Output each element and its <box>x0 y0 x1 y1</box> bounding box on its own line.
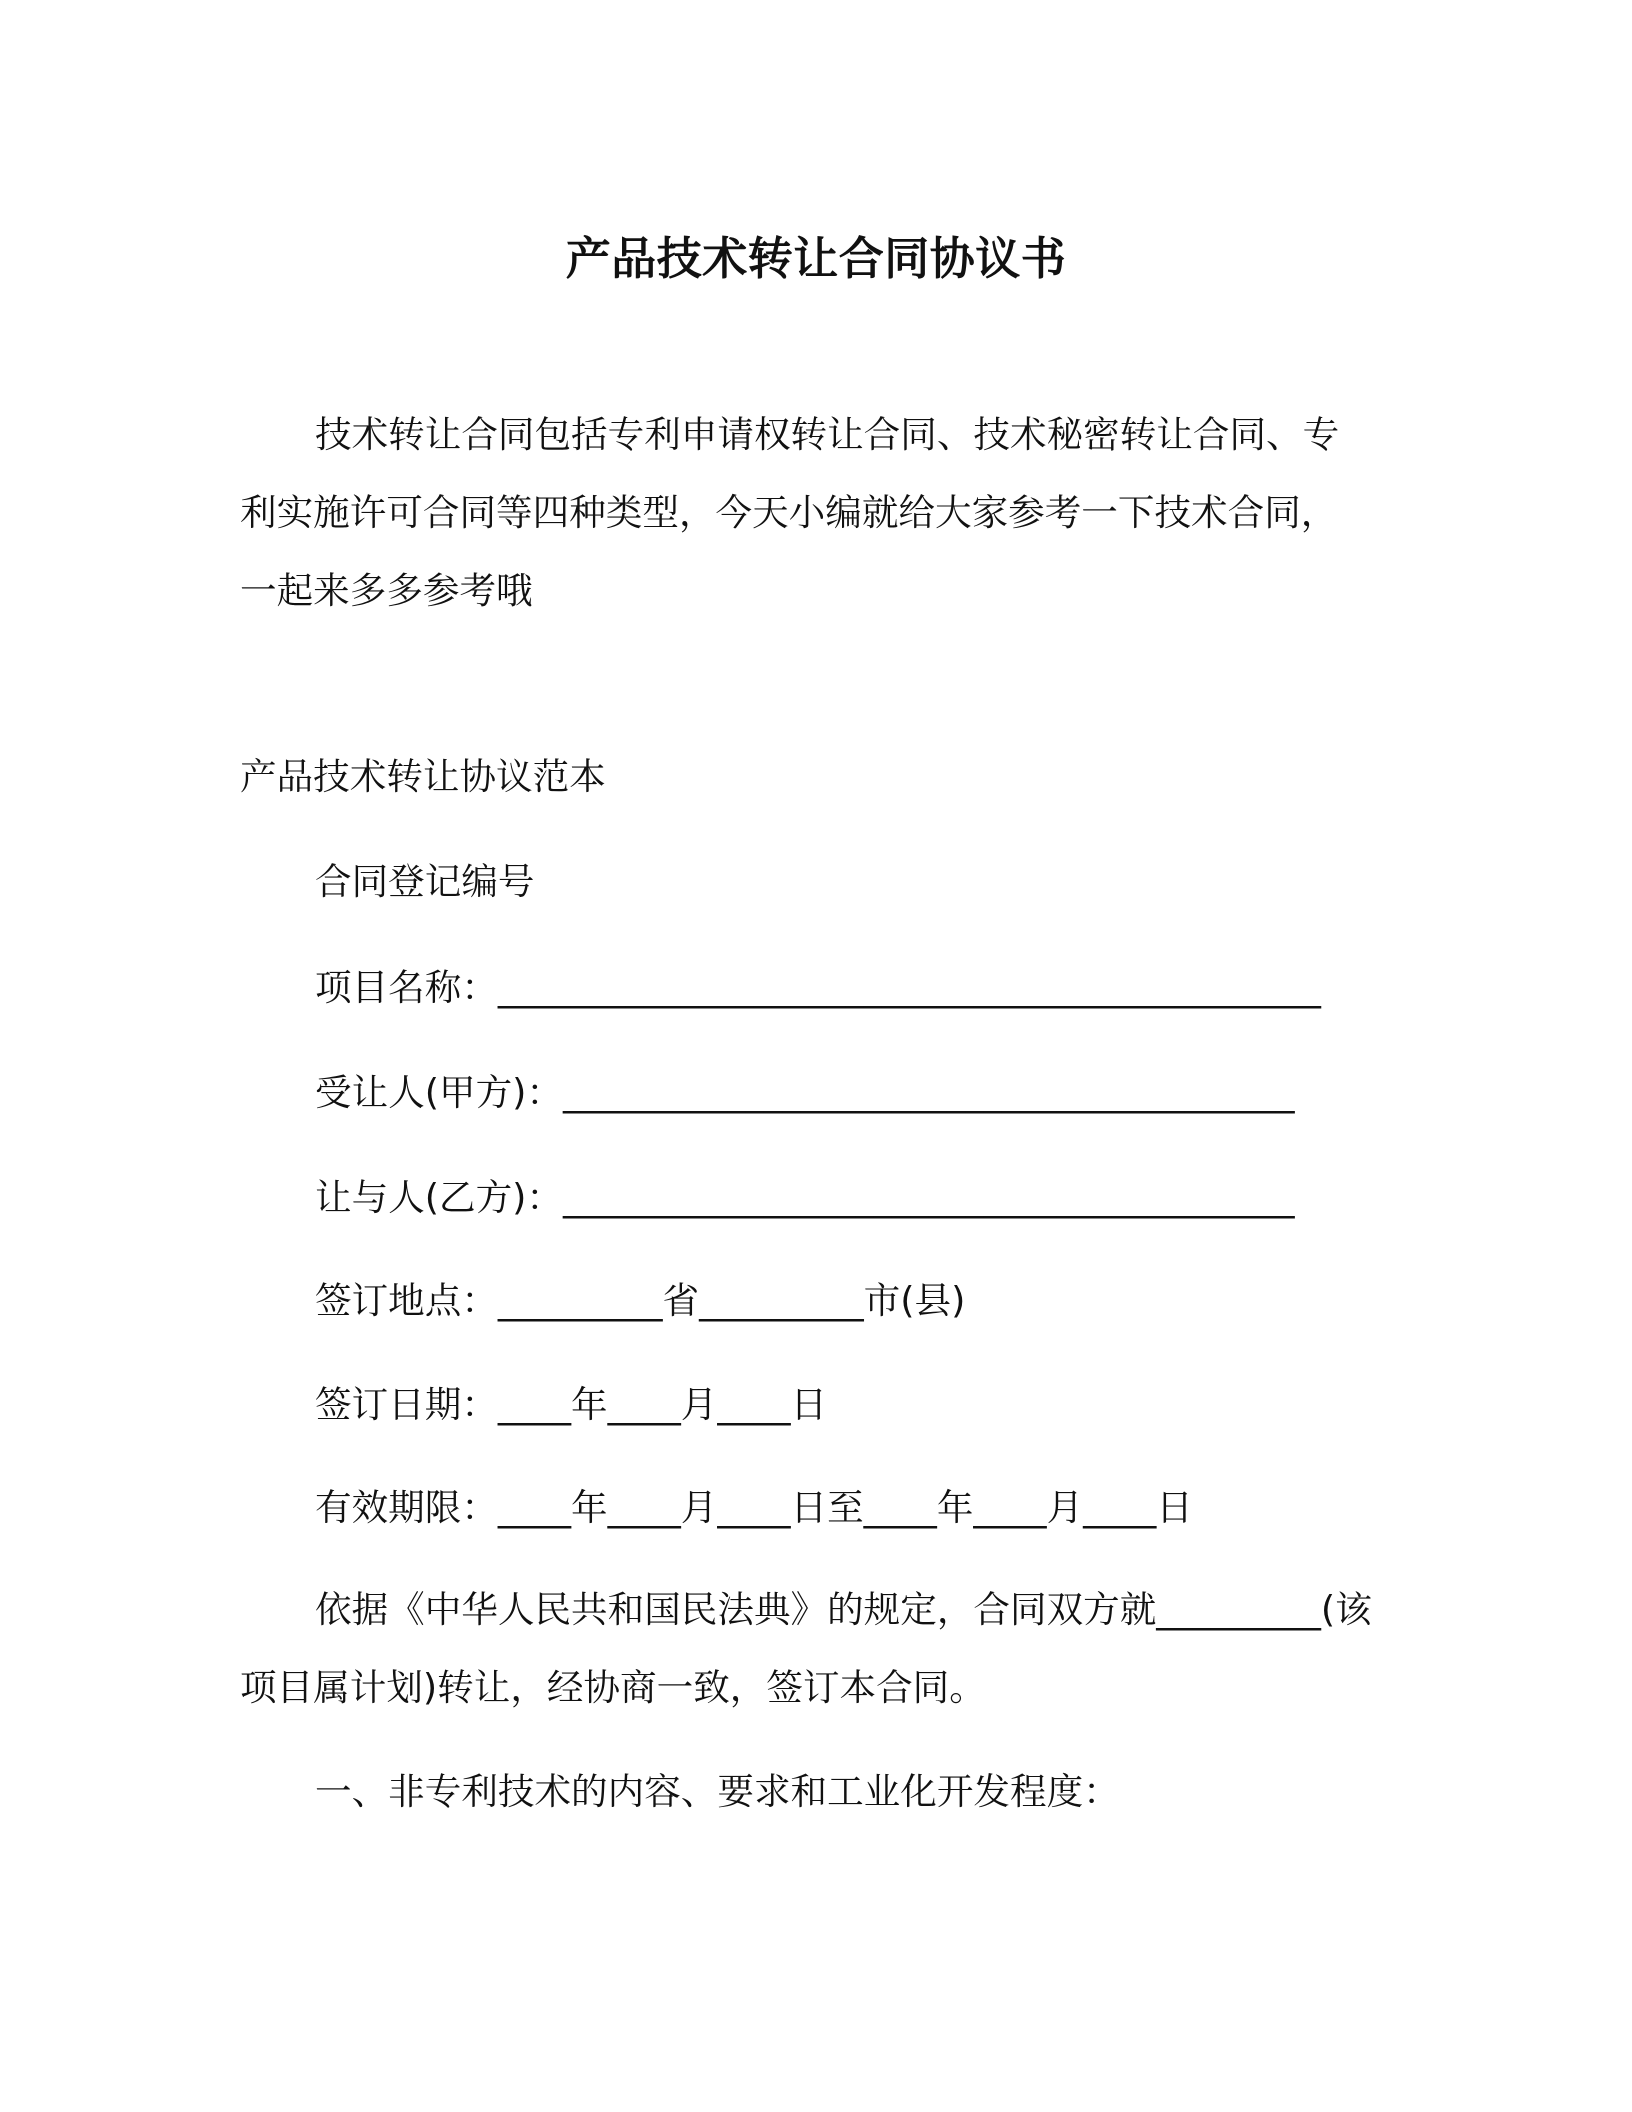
signing-place-field: 签订地点：_________省_________市(县) <box>315 1279 966 1322</box>
intro-paragraph: 技术转让合同包括专利申请权转让合同、技术秘密转让合同、专利实施许可合同等四种类型，今天小编就给大家参考一下技术合同，一起来多多参考哦 <box>240 413 1340 612</box>
clause-1-heading: 一、非专利技术的内容、要求和工业化开发程度： <box>315 1770 1120 1813</box>
basis-paragraph: 依据《中华人民共和国民法典》的规定，合同双方就_________(该项目属计划)转让，经协商一致，签订本合同。 <box>240 1588 1372 1709</box>
document-title: 产品技术转让合同协议书 <box>565 232 1067 285</box>
project-name-field: 项目名称：_____________________________________________ <box>315 966 1321 1009</box>
transferee-field: 受让人(甲方)：________________________________________ <box>315 1071 1295 1114</box>
validity-period-field: 有效期限：____年____月____日至____年____月____日 <box>315 1486 1193 1529</box>
transferor-field: 让与人(乙方)：________________________________________ <box>315 1176 1295 1219</box>
section-heading: 产品技术转让协议范本 <box>240 755 606 798</box>
signing-date-field: 签订日期：____年____月____日 <box>315 1383 828 1426</box>
registration-number-label: 合同登记编号 <box>315 860 535 903</box>
